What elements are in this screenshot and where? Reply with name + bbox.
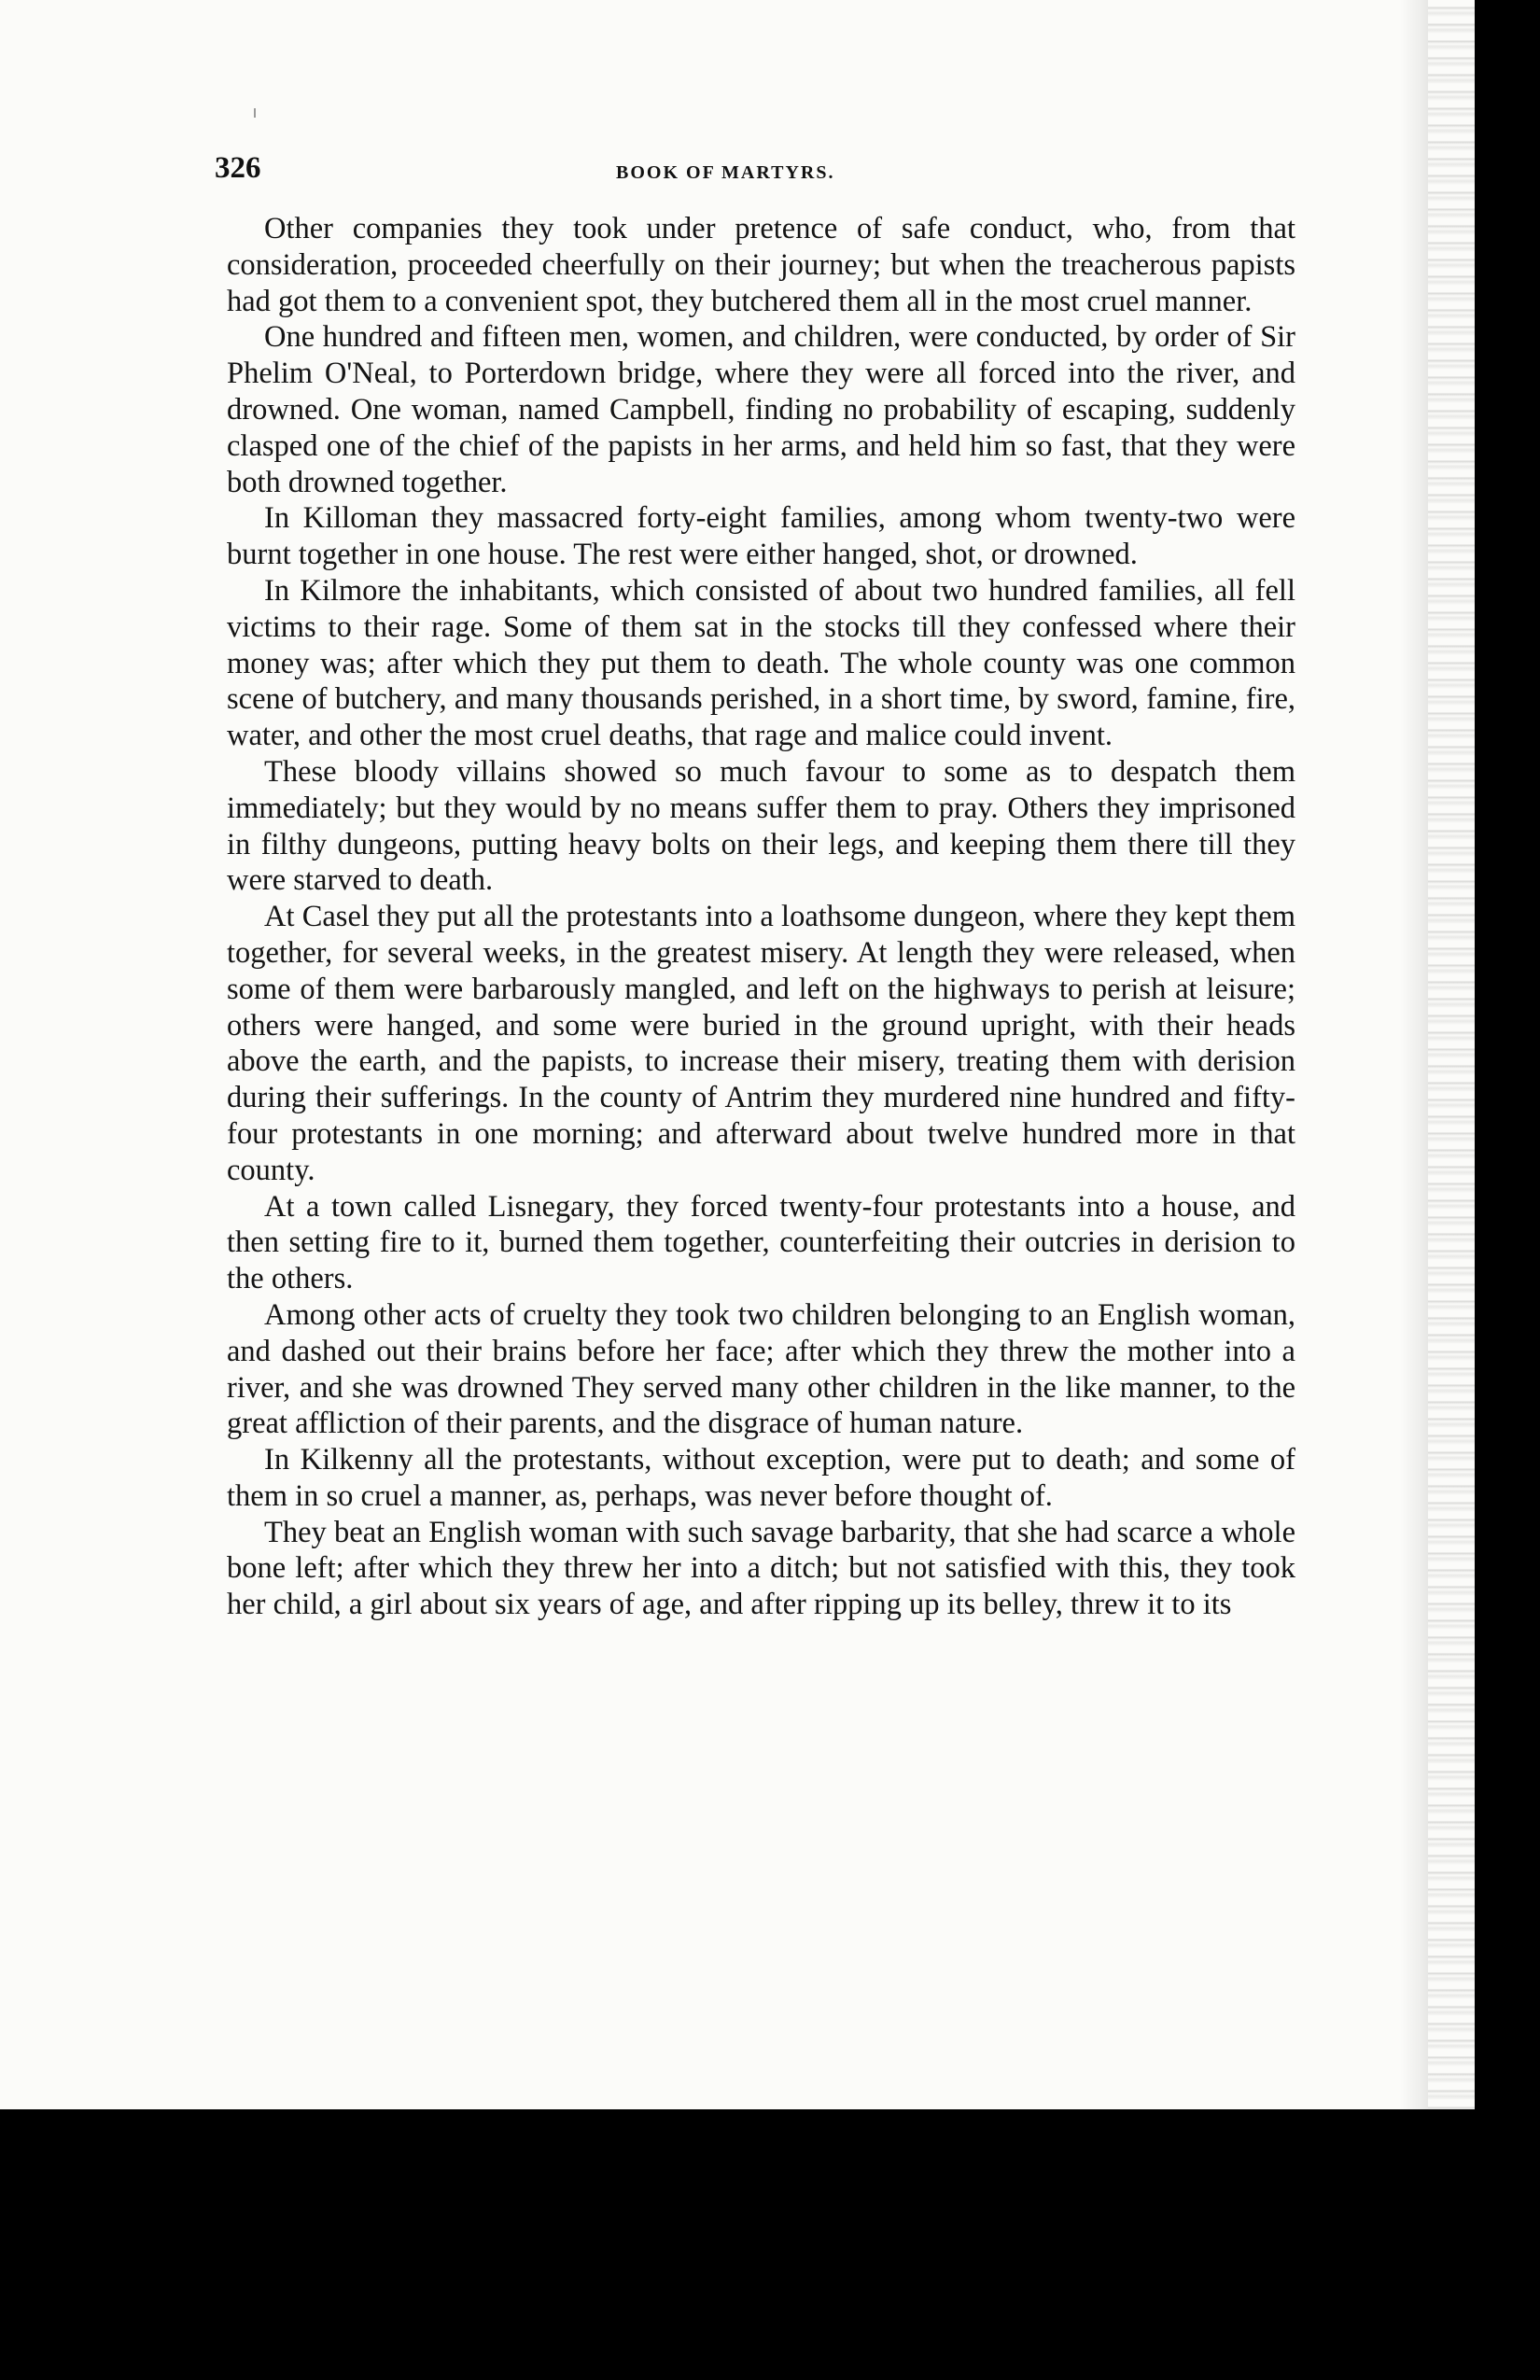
paragraph: One hundred and fifteen men, women, and children, were conducted, by order of Sir Phelim O'Neal, to Porterdown bridge, where they were all forced into the river, and drowned. One woman, named Campbell, finding no probability of escaping, suddenly clasped one of the chief of the papists in her arms, and held him so fast, that they were both drowned together.: [227, 320, 1295, 499]
body-text: [227, 211, 1295, 1623]
page-edge: [1428, 0, 1475, 2109]
paragraph: In Kilmore the inhabitants, which consisted of about two hundred families, all fell victims to their rage. Some of them sat in the stocks till they confessed where their money was; after which they put them to death. The whole county was one common scene of butchery, and many thousands perished, in a short time, by sword, famine, fire, water, and other the most cruel deaths, that rage and malice could invent.: [227, 573, 1295, 753]
paragraph: In Killoman they massacred forty-eight families, among whom twenty-two were burnt together in one house. The rest were either hanged, shot, or drowned.: [227, 501, 1295, 572]
paragraph: In Kilkenny all the protestants, without exception, were put to death; and some of them in so cruel a manner, as, perhaps, was never before thought of.: [227, 1443, 1295, 1513]
running-title: BOOK OF MARTYRS.: [616, 162, 835, 183]
scan-speck: [254, 108, 256, 118]
running-head: [215, 151, 1288, 196]
paragraph: At a town called Lisnegary, they forced twenty-four protestants into a house, and then setting fire to it, burned them together, counterfeiting their outcries in derision to the others.: [227, 1189, 1295, 1296]
paragraph: They beat an English woman with such savage barbarity, that she had scarce a whole bone left; after which they threw her into a ditch; but not satisfied with this, they took her child, a girl about six years of age, and after ripping up its belley, threw it to its: [227, 1515, 1295, 1622]
paragraph: Other companies they took under pretence of safe conduct, who, from that consideration, proceeded cheerfully on their journey; but when the treacherous papists had got them to a convenient spot, they butchered them all in the most cruel manner.: [227, 212, 1295, 318]
page-number: 326: [215, 151, 261, 185]
paragraph: Among other acts of cruelty they took two children belonging to an English woman, and dashed out their brains before her face; after which they threw the mother into a river, and she was drowned They served many other children in the like manner, to the great affliction of their parents, and the disgrace of human nature.: [227, 1297, 1295, 1441]
paragraph: At Casel they put all the protestants into a loathsome dungeon, where they kept them together, for several weeks, in the greatest misery. At length they were released, when some of them were barbarously mangled, and left on the highways to perish at leisure; others were hanged, and some were buried in the ground upright, with their heads above the earth, and the papists, to increase their misery, treating them with derision during their sufferings. In the county of Antrim they murdered nine hundred and fifty-four protestants in one morning; and afterward about twelve hundred more in that county.: [227, 900, 1295, 1187]
paragraph: These bloody villains showed so much favour to some as to despatch them immediately; but they would by no means suffer them to pray. Others they imprisoned in filthy dungeons, putting heavy bolts on their legs, and keeping them there till they were starved to death.: [227, 754, 1295, 898]
